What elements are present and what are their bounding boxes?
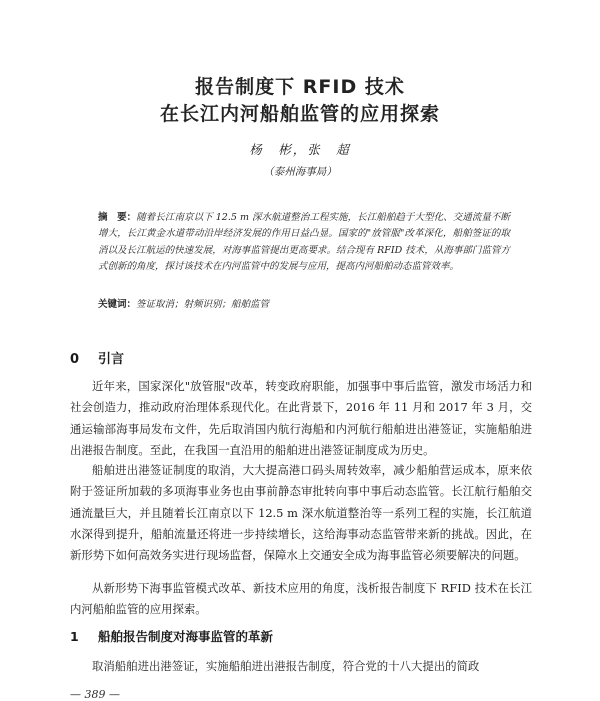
- section-number: 0: [70, 352, 80, 367]
- section-heading-intro: [70, 348, 124, 367]
- paragraph-4: 取消船舶进出港签证，实施船舶进出港报告制度，符合党的十八大提出的简政: [92, 659, 480, 673]
- keywords-text: 签证取消；射频识别；船舶监管: [136, 299, 270, 310]
- paragraph-3: 从新形势下海事监管模式改革、新技术应用的角度，浅析报告制度下 RFID 技术在长江内河船舶监管的应用探索。: [70, 581, 532, 617]
- paper-title-line1: 报告制度下 RFID 技术: [195, 76, 405, 98]
- page-number: — 389 —: [70, 688, 120, 701]
- authors: 杨 彬，张 超: [249, 142, 351, 157]
- section-number: 1: [70, 629, 79, 644]
- section-title: 船舶报告制度对海事监管的革新: [98, 629, 274, 644]
- abstract: [98, 210, 510, 275]
- paragraph-2: 船舶进出港签证制度的取消，大大提高港口码头周转效率，减少船舶营运成本，原来依附于签证所加载的多项海事业务也由事前静态审批转向事中事后动态监管。长江航行船舶交通流量巨大，并且随着长江南京以下 12.5 m 深水航道整治等一系列工程的实施，长江航道水深得到提升，船舶流量还将进一步持续增长，这给海事动态监管带来新的挑战。因此，在新形势下如何高效务实进行现场监督，保障水上交通安全成为海事监管必须要解决的问题。: [70, 463, 532, 563]
- keywords-label: 关键词：: [98, 299, 137, 310]
- paper-title-line2: 在长江内河船舶监管的应用探索: [159, 103, 440, 125]
- paragraph-1: 近年来，国家深化"放管服"改革，转变政府职能，加强事中事后监管，激发市场活力和社会创造力，推动政府治理体系现代化。在此背景下，2016 年 11 月和 2017 年 3 月，交通运输部海事局发布文件，先后取消国内航行海船和内河航行船舶进出港签证，实施船舶进出港报告制度。至此，在我国一直沿用的船舶进出港签证制度成为历史。: [70, 379, 532, 457]
- keywords: [98, 296, 518, 310]
- affiliation: （泰州海事局）: [263, 166, 337, 178]
- abstract-label: 摘 要：: [98, 212, 137, 223]
- section-heading-1: [70, 627, 273, 645]
- section-title: 引言: [98, 352, 125, 367]
- abstract-text: 随着长江南京以下 12.5 m 深水航道整治工程实施，长江船舶趋于大型化、交通流量不断增大，长江黄金水道带动沿岸经济发展的作用日益凸显。国家的"放管服"改革深化，船舶签证的取消以及长江航运的快速发展，对海事监管提出更高要求。结合现有 RFID 技术，从海事部门监管方式创新的角度，探讨该技术在内河监管中的发展与应用，提高内河船舶动态监管效率。: [98, 212, 510, 272]
